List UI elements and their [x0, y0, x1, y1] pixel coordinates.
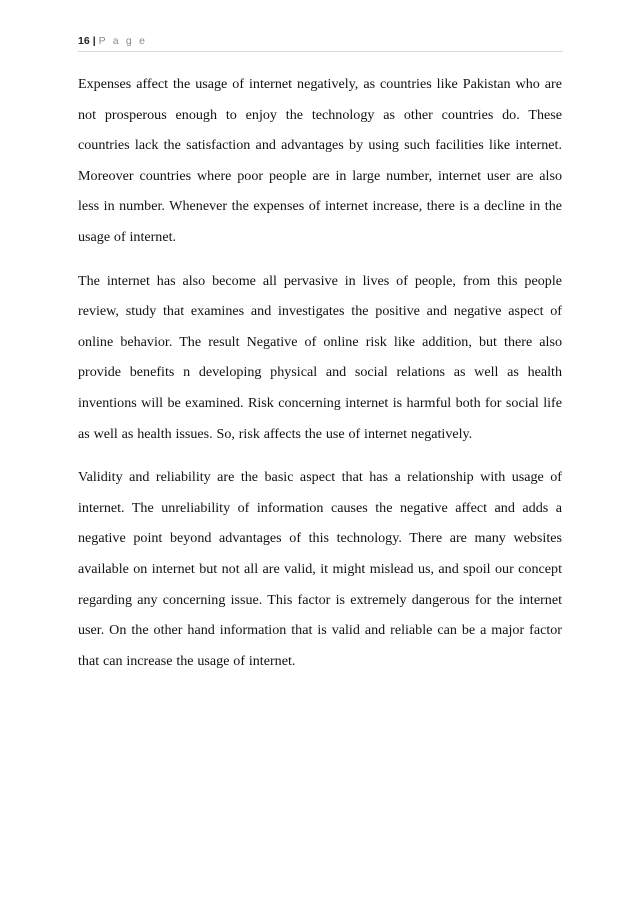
header-separator: |: [92, 35, 96, 47]
paragraph-expenses: Expenses affect the usage of internet negatively, as countries like Pakistan who are not prosperous enough to enjoy the technology as other countries do. These countries lack the satisfaction and advantages by using such facilities like internet. Moreover countries where poor people are in large number, internet user are also less in number. Whenever the expenses of internet increase, there is a decline in the usage of internet.: [78, 76, 562, 245]
paragraph-risk: The internet has also become all pervasive in lives of people, from this people review, study that examines and investigates the positive and negative aspect of online behavior. The result Negative of online risk like addition, but there also provide benefits n developing physical and social relations as well as health inventions will be examined. Risk concerning internet is harmful both for social life as well as health issues. So, risk affects the use of internet negatively.: [78, 272, 562, 442]
paragraph-validity: Validity and reliability are the basic aspect that has a relationship with usage of internet. The unreliability of information causes the negative affect and adds a negative point beyond advantages of this technology. There are many websites available on internet but not all are valid, it might mislead us, and spoil our concept regarding any concerning issue. This factor is extremely dangerous for the internet user. On the other hand information that is valid and reliable can be a major factor that can increase the usage of internet.: [78, 469, 562, 669]
document-body: [78, 69, 562, 689]
page-word: P a g e: [98, 35, 148, 47]
page-header: [78, 34, 563, 52]
page-number: 16: [78, 35, 90, 47]
